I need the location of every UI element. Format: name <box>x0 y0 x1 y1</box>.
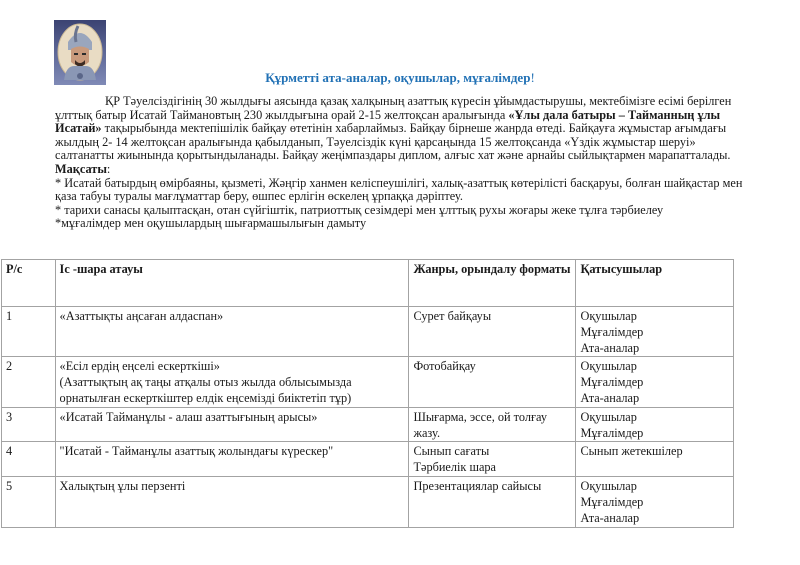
participant: Мұғалімдер <box>580 324 644 339</box>
event-genre-line: Тәрбиелік шара <box>413 460 497 475</box>
event-participants <box>576 477 734 527</box>
table-row <box>2 307 734 357</box>
announcement-text-b: тақырыбында мектепішілік байқау өтетінін хабарлаймыз. Байқау бірнеше жанрда өтеді. Байқауға жұмыстар ағымдағы жылдың 2- 14 желтоқсан аралығында қабылданып, Тәуелсіздік күні қарсаңында 15 желтоқсанда «Үздік жұмыстар шеруі» салтанатты жиынында қорытындыланады. Байқау жеңімпаздары диплом, алғыс хат және арнайы сыйлықтармен марапатталады. <box>55 121 731 163</box>
event-name-line: «Есіл ердің еңселі ескерткіші» <box>59 359 220 374</box>
table-row <box>2 442 734 477</box>
participant: Мұғалімдер <box>580 425 644 440</box>
event-name-line: «Исатай Тайманұлы - алаш азаттығының арысы» <box>59 409 318 424</box>
goals-heading <box>55 163 745 177</box>
event-participants <box>576 442 734 477</box>
goals-colon: : <box>106 161 111 176</box>
event-genre-line: Фотобайқау <box>413 359 476 374</box>
page-title <box>0 70 800 86</box>
event-genre-line: Презентациялар сайысы <box>413 479 542 494</box>
event-name <box>55 307 409 357</box>
event-genre <box>409 407 576 442</box>
page-title-exclamation: ! <box>530 70 535 85</box>
header-event-name: Іс -шара атауы <box>55 260 409 307</box>
event-name <box>55 407 409 442</box>
event-participants <box>576 407 734 442</box>
participant: Ата-аналар <box>580 510 640 525</box>
table-row <box>2 357 734 407</box>
event-genre-line: Сынып сағаты <box>413 444 490 459</box>
table-header-row <box>2 260 734 307</box>
header-genre-format: Жанры, орындалу форматы <box>409 260 576 307</box>
goal-item: *мұғалімдер мен оқушылардың шығармашылығын дамыту <box>55 216 367 231</box>
contest-title: «Ұлы дала батыры – Тайманның ұлы Исатай» <box>55 107 721 136</box>
event-name <box>55 477 409 527</box>
goal-item: * тарихи санасы қалыптасқан, отан сүйгіштік, патриоттық сезімдері мен ұлттық рухы жоғары жеке тұлға тәрбиелеу <box>55 202 664 217</box>
event-participants <box>576 357 734 407</box>
goals-label: Мақсаты <box>55 161 107 176</box>
participant: Сынып жетекшілер <box>580 444 683 459</box>
intro-text <box>55 95 745 231</box>
events-table <box>1 259 734 528</box>
event-name <box>55 442 409 477</box>
announcement-paragraph <box>55 95 745 163</box>
event-name-line: «Азаттықты аңсаған алдаспан» <box>59 309 224 323</box>
table-row <box>2 407 734 442</box>
participant: Ата-аналар <box>580 390 640 405</box>
event-name-line: "Исатай - Тайманұлы азаттық жолындағы күрескер" <box>59 444 334 459</box>
table-row <box>2 477 734 527</box>
event-genre <box>409 477 576 527</box>
header-participants: Қатысушылар <box>576 260 734 307</box>
event-genre-line: Сурет байқауы <box>413 309 492 323</box>
participant: Оқушылар <box>580 409 637 424</box>
row-number: 4 <box>2 442 56 477</box>
participant: Оқушылар <box>580 479 637 494</box>
participant: Мұғалімдер <box>580 495 644 510</box>
participant: Оқушылар <box>580 359 637 374</box>
participant: Ата-аналар <box>580 340 640 355</box>
event-genre <box>409 307 576 357</box>
row-number: 1 <box>2 307 56 357</box>
goal-item: * Исатай батырдың өмірбаяны, қызметі, Жәңгір ханмен келіспеушілігі, халық-азаттық көтерілісті басқаруы, болған шайқастар мен қаза табуы туралы мағлұматтар беру, өшпес ерлігін өскелең ұрпаққа дәріптеу. <box>55 175 743 204</box>
page-title-text: Құрметті ата-аналар, оқушылар, мұғалімдер <box>265 70 531 85</box>
row-number: 5 <box>2 477 56 527</box>
event-genre <box>409 442 576 477</box>
event-participants <box>576 307 734 357</box>
row-number: 2 <box>2 357 56 407</box>
event-genre <box>409 357 576 407</box>
event-genre-line: Шығарма, эссе, ой толғау жазу. <box>413 409 548 440</box>
header-number: Р/с <box>2 260 56 307</box>
event-name <box>55 357 409 407</box>
participant: Мұғалімдер <box>580 375 644 390</box>
event-name-line: Халықтың ұлы перзенті <box>59 479 186 494</box>
event-name-line: (Азаттықтың ақ таңы атқалы отыз жылда облысымызда орнатылған ескерткіштер елдік еңсемізді биіктетіп тұр) <box>59 375 352 405</box>
row-number: 3 <box>2 407 56 442</box>
participant: Оқушылар <box>580 309 637 323</box>
announcement-text-a: ҚР Тәуелсіздігінің 30 жылдығы аясында қазақ халқының азаттық күресін ұйымдастырушы, мектебімізге есімі берілген ұлттық батыр Исатай Таймановтың 230 жылдығына орай 2-15 желтоқсан аралығында <box>55 94 732 122</box>
